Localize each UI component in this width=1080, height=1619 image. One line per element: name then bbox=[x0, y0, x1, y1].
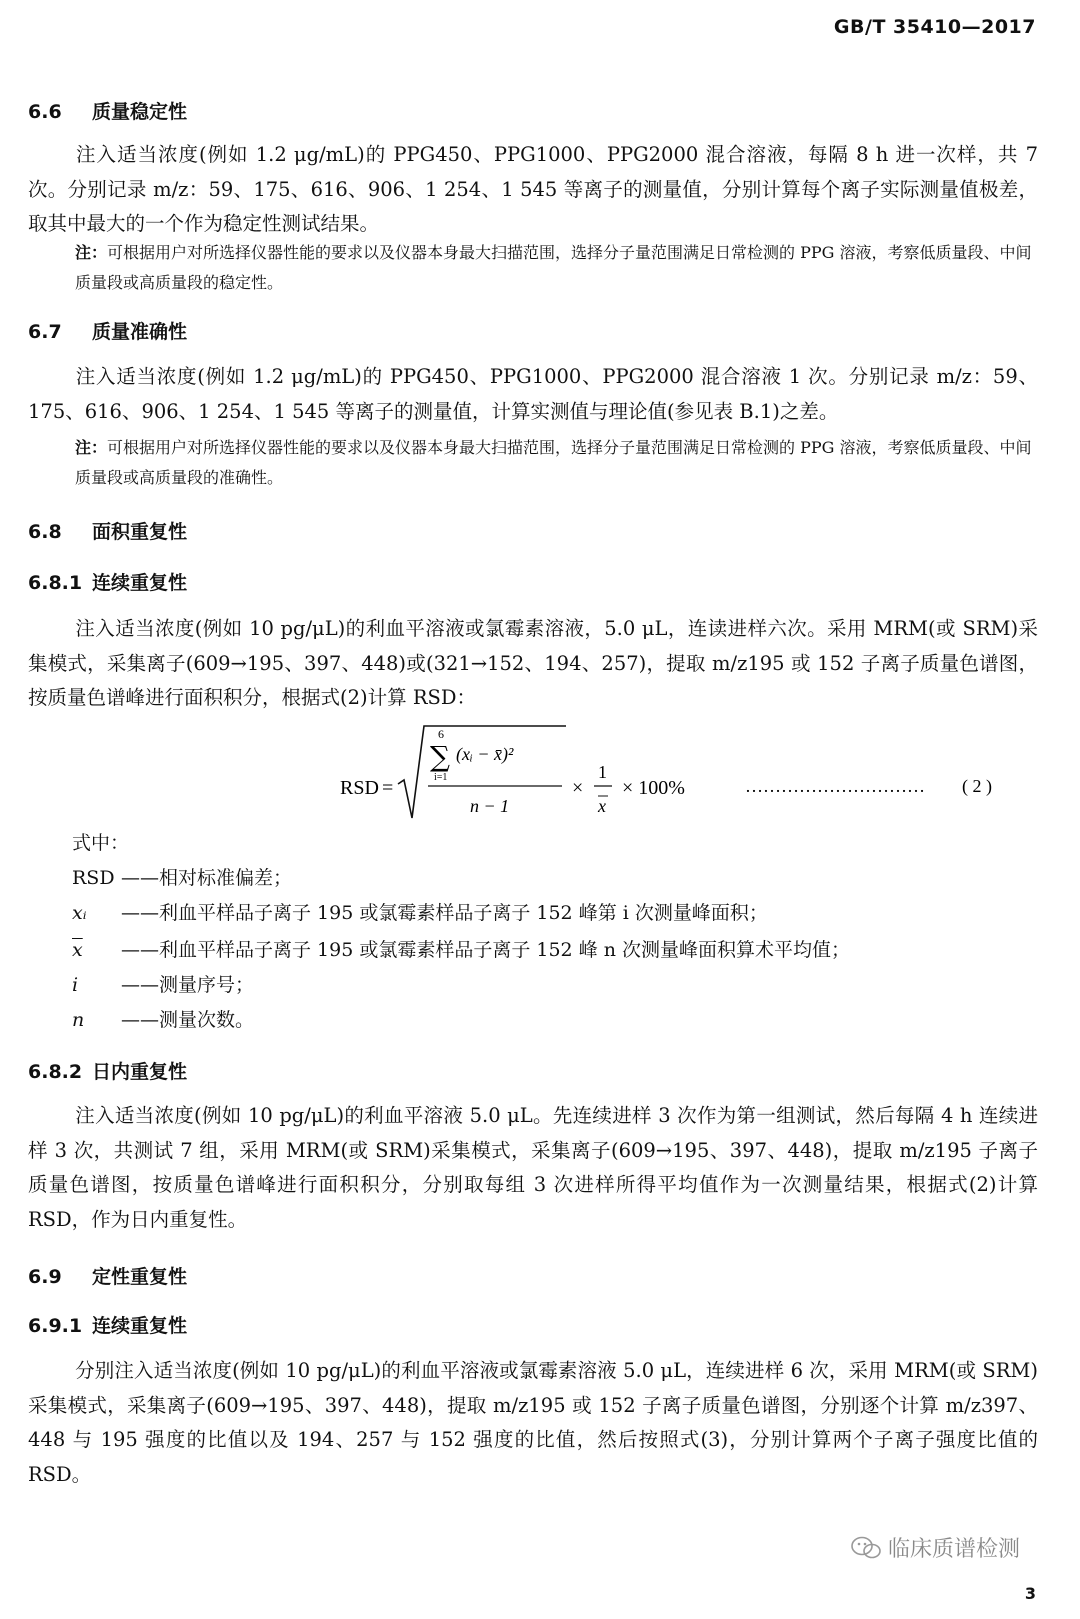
note-label: 注： bbox=[75, 438, 108, 457]
definition-symbol: xᵢ bbox=[72, 902, 87, 924]
section-number: 6.9 bbox=[28, 1266, 62, 1288]
paragraph-text: 注入适当浓度(例如 1.2 μg/mL)的 PPG450、PPG1000、PPG2000 混合溶液，每隔 8 h 进一次样，共 7 次。分别记录 m/z：59、175、616、906、1 254、1 545 等离子的测量值，分别计算每个离子实际测量值极差，取其中最大的一个作为稳定性测试结果。 bbox=[28, 143, 1038, 235]
sum-upper-limit: 6 bbox=[438, 727, 444, 741]
section-heading-6-9-1 bbox=[28, 1311, 187, 1338]
definition-symbol: i bbox=[72, 974, 79, 996]
note-text: 可根据用户对所选择仪器性能的要求以及仪器本身最大扫描范围，选择分子量范围满足日常检测的 PPG 溶液，考察低质量段、中间质量段或高质量段的稳定性。 bbox=[75, 243, 1032, 292]
section-number: 6.8.1 bbox=[28, 572, 83, 594]
paragraph-6-6 bbox=[28, 138, 1038, 242]
frac-numerator: 1 bbox=[598, 762, 607, 782]
definition-rsd bbox=[72, 863, 292, 890]
paragraph-text: 分别注入适当浓度(例如 10 pg/μL)的利血平溶液或氯霉素溶液 5.0 μL，连续进样 6 次，采用 MRM(或 SRM)采集模式，采集离子(609→195、397、448)，提取 m/z195 或 152 子离子质量色谱图，分别逐个计算 m/z397、448 与 195 强度的比值以及 194、257 与 152 强度的比值，然后按照式(3)，分别计算两个子离子强度比值的 RSD。 bbox=[28, 1359, 1038, 1486]
section-title: 日内重复性 bbox=[92, 1061, 188, 1083]
wechat-icon bbox=[850, 1535, 882, 1561]
section-heading-6-6 bbox=[28, 97, 187, 124]
paragraph-6-8-2 bbox=[28, 1099, 1038, 1237]
section-title: 连续重复性 bbox=[92, 1315, 188, 1337]
paragraph-6-7 bbox=[28, 360, 1038, 429]
section-heading-6-7 bbox=[28, 317, 187, 344]
section-heading-6-8 bbox=[28, 517, 187, 544]
formula-leader-dots: ………………………… bbox=[745, 776, 925, 796]
formula-lhs: RSD bbox=[340, 777, 379, 799]
section-number: 6.6 bbox=[28, 101, 62, 123]
section-number: 6.8 bbox=[28, 521, 62, 543]
definition-i bbox=[72, 970, 254, 997]
definition-xbar bbox=[72, 935, 850, 962]
definition-text: ——测量次数。 bbox=[121, 1009, 255, 1031]
standard-code: GB/T 35410—2017 bbox=[833, 16, 1036, 38]
section-heading-6-9 bbox=[28, 1262, 187, 1289]
page-number: 3 bbox=[1024, 1584, 1036, 1603]
sum-symbol: ∑ bbox=[430, 740, 450, 773]
formula-equation-number: ( 2 ) bbox=[962, 776, 992, 796]
formula-denominator: n − 1 bbox=[470, 796, 510, 816]
definition-symbol: n bbox=[72, 1009, 85, 1031]
definition-text: ——利血平样品子离子 195 或氯霉素样品子离子 152 峰第 i 次测量峰面积； bbox=[121, 902, 768, 924]
definition-symbol: RSD bbox=[72, 867, 115, 889]
where-label: 式中： bbox=[72, 832, 130, 854]
formula-percent: × 100% bbox=[622, 777, 685, 799]
section-number: 6.9.1 bbox=[28, 1315, 83, 1337]
paragraph-text: 注入适当浓度(例如 10 pg/μL)的利血平溶液 5.0 μL。先连续进样 3 次作为第一组测试，然后每隔 4 h 连续进样 3 次，共测试 7 组，采用 MRM(或 SRM)采集模式，采集离子(609→195、397、448)，提取 m/z195 子离子质量色谱图，按质量色谱峰进行面积积分，分别取每组 3 次进样所得平均值作为一次测量结果，根据式(2)计算 RSD，作为日内重复性。 bbox=[28, 1104, 1038, 1231]
paragraph-text: 注入适当浓度(例如 10 pg/μL)的利血平溶液或氯霉素溶液，5.0 μL，连读进样六次。采用 MRM(或 SRM)采集模式，采集离子(609→195、397、448)或(321→152、194、257)，提取 m/z195 或 152 子离子质量色谱图，按质量色谱峰进行面积积分，根据式(2)计算 RSD： bbox=[28, 617, 1038, 709]
watermark bbox=[850, 1532, 1020, 1563]
watermark-text: 临床质谱检测 bbox=[887, 1537, 1020, 1562]
formula-2 bbox=[340, 722, 1040, 822]
formula-equals: = bbox=[382, 777, 394, 799]
section-title: 连续重复性 bbox=[92, 572, 188, 594]
section-number: 6.7 bbox=[28, 321, 62, 343]
definition-symbol: $\overline{x}$ bbox=[72, 939, 83, 961]
paragraph-text: 注入适当浓度(例如 1.2 μg/mL)的 PPG450、PPG1000、PPG2000 混合溶液 1 次。分别记录 m/z：59、175、616、906、1 254、1 545 等离子的测量值，计算实测值与理论值(参见表 B.1)之差。 bbox=[28, 365, 1038, 423]
definition-text: ——相对标准偏差； bbox=[121, 867, 293, 889]
sum-lower-limit: i=1 bbox=[434, 772, 448, 783]
definition-text: ——测量序号； bbox=[121, 974, 255, 996]
paragraph-6-8-1 bbox=[28, 612, 1038, 716]
formula-times: × bbox=[572, 777, 584, 799]
section-title: 质量稳定性 bbox=[92, 101, 188, 123]
note-6-7 bbox=[75, 433, 1040, 493]
formula-numerator-term: (xᵢ − x̄)² bbox=[456, 744, 514, 764]
definition-text: ——利血平样品子离子 195 或氯霉素样品子离子 152 峰 n 次测量峰面积算术平均值； bbox=[121, 939, 851, 961]
section-title: 面积重复性 bbox=[92, 521, 188, 543]
section-title: 质量准确性 bbox=[92, 321, 188, 343]
section-number: 6.8.2 bbox=[28, 1061, 83, 1083]
section-heading-6-8-2 bbox=[28, 1057, 187, 1084]
paragraph-6-9-1 bbox=[28, 1354, 1038, 1492]
section-title: 定性重复性 bbox=[92, 1266, 188, 1288]
rsd-formula bbox=[340, 722, 1040, 822]
note-label: 注： bbox=[75, 243, 108, 262]
note-6-6 bbox=[75, 238, 1040, 298]
definition-xi bbox=[72, 898, 768, 925]
note-text: 可根据用户对所选择仪器性能的要求以及仪器本身最大扫描范围，选择分子量范围满足日常检测的 PPG 溶液，考察低质量段、中间质量段或高质量段的准确性。 bbox=[75, 438, 1032, 487]
frac-denominator: x bbox=[598, 796, 606, 816]
section-heading-6-8-1 bbox=[28, 568, 187, 595]
definition-n bbox=[72, 1005, 254, 1032]
